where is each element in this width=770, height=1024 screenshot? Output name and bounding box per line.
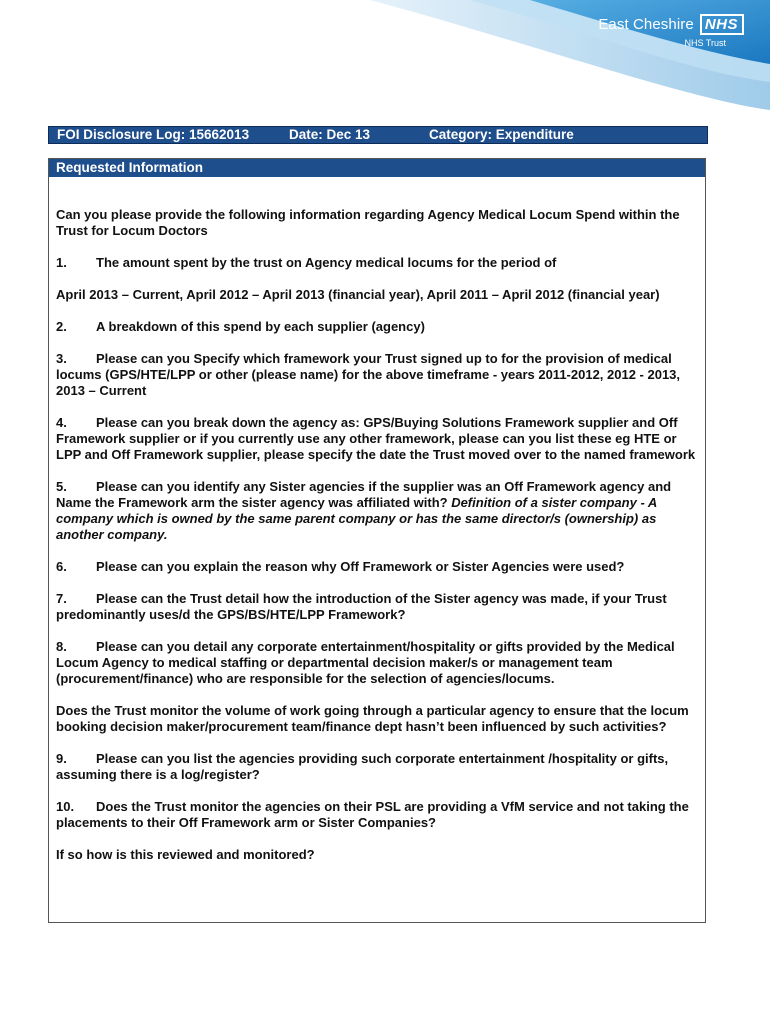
request-item xyxy=(56,639,700,687)
request-item xyxy=(56,703,700,735)
nhs-logo-badge: NHS xyxy=(700,14,744,35)
item-text: Please can you list the agencies providing such corporate entertainment /hospitality or gifts, assuming there is a log/register? xyxy=(56,751,669,782)
item-text: Please can the Trust detail how the introduction of the Sister agency was made, if your Trust predominantly uses/d the GPS/BS/HTE/LPP Framework? xyxy=(56,591,667,622)
item-text: The amount spent by the trust on Agency medical locums for the period of xyxy=(96,255,557,270)
request-item xyxy=(56,559,700,575)
request-intro: Can you please provide the following information regarding Agency Medical Locum Spend within the Trust for Locum Doctors xyxy=(56,207,680,238)
item-number: 6. xyxy=(56,559,67,574)
item-text: Please can you detail any corporate entertainment/hospitality or gifts provided by the Medical Locum Agency to medical staffing or departmental decision maker/s or management team (procurement/finance) who are responsible for the selection of agencies/locums. xyxy=(56,639,675,686)
sister-company-definition: Definition of a sister company - A company which is owned by the same parent company or has the same director/s (ownership) as another company. xyxy=(56,495,657,542)
trust-logo xyxy=(598,14,744,48)
request-item xyxy=(56,255,700,271)
item-text: April 2013 – Current, April 2012 – April 2013 (financial year), April 2011 – April 2012 (financial year) xyxy=(56,287,660,302)
request-item xyxy=(56,751,700,783)
disclosure-date: Date: Dec 13 xyxy=(289,127,371,142)
item-text: Does the Trust monitor the volume of work going through a particular agency to ensure that the locum booking decision maker/procurement team/finance dept hasn’t been influenced by such activities? xyxy=(56,703,689,734)
request-item xyxy=(56,287,700,303)
item-number: 8. xyxy=(56,639,67,654)
disclosure-log-number: FOI Disclosure Log: 15662013 xyxy=(57,127,250,142)
disclosure-header-bar xyxy=(48,126,708,144)
request-item xyxy=(56,351,700,399)
request-item xyxy=(56,415,700,463)
request-item xyxy=(56,847,700,863)
disclosure-category: Category: Expenditure xyxy=(429,127,574,142)
item-number: 5. xyxy=(56,479,67,494)
organization-subtitle: NHS Trust xyxy=(684,38,726,48)
item-text: Please can you explain the reason why Off Framework or Sister Agencies were used? xyxy=(96,559,625,574)
requested-information-heading: Requested Information xyxy=(49,159,705,177)
item-text: Please can you identify any Sister agencies if the supplier was an Off Framework agency and Name the Framework arm the sister agency was affiliated with? xyxy=(56,479,672,510)
item-number: 2. xyxy=(56,319,67,334)
requested-information-box xyxy=(48,158,706,923)
item-number: 3. xyxy=(56,351,67,366)
item-text: Please can you break down the agency as: GPS/Buying Solutions Framework supplier and Off Framework supplier or if you currently use any other framework, please can you list these eg HTE or LPP and Off Framework supplier, please specify the date the Trust moved over to the named framework xyxy=(56,415,696,462)
item-number: 9. xyxy=(56,751,67,766)
request-item xyxy=(56,591,700,623)
item-number: 1. xyxy=(56,255,67,270)
item-text: Does the Trust monitor the agencies on their PSL are providing a VfM service and not taking the placements to their Off Framework arm or Sister Companies? xyxy=(56,799,689,830)
item-text: If so how is this reviewed and monitored? xyxy=(56,847,315,862)
request-content xyxy=(56,207,700,879)
organization-name: East Cheshire xyxy=(598,16,694,33)
request-item xyxy=(56,319,700,335)
item-number: 4. xyxy=(56,415,67,430)
item-text: Please can you Specify which framework your Trust signed up to for the provision of medical locums (GPS/HTE/LPP or other (please name) for the above timeframe - years 2011-2012, 2012 - 2013, 2013 – Current xyxy=(56,351,681,398)
item-number: 7. xyxy=(56,591,67,606)
item-number: 10. xyxy=(56,799,75,814)
item-text: A breakdown of this spend by each supplier (agency) xyxy=(96,319,425,334)
request-item xyxy=(56,479,700,543)
request-item xyxy=(56,799,700,831)
